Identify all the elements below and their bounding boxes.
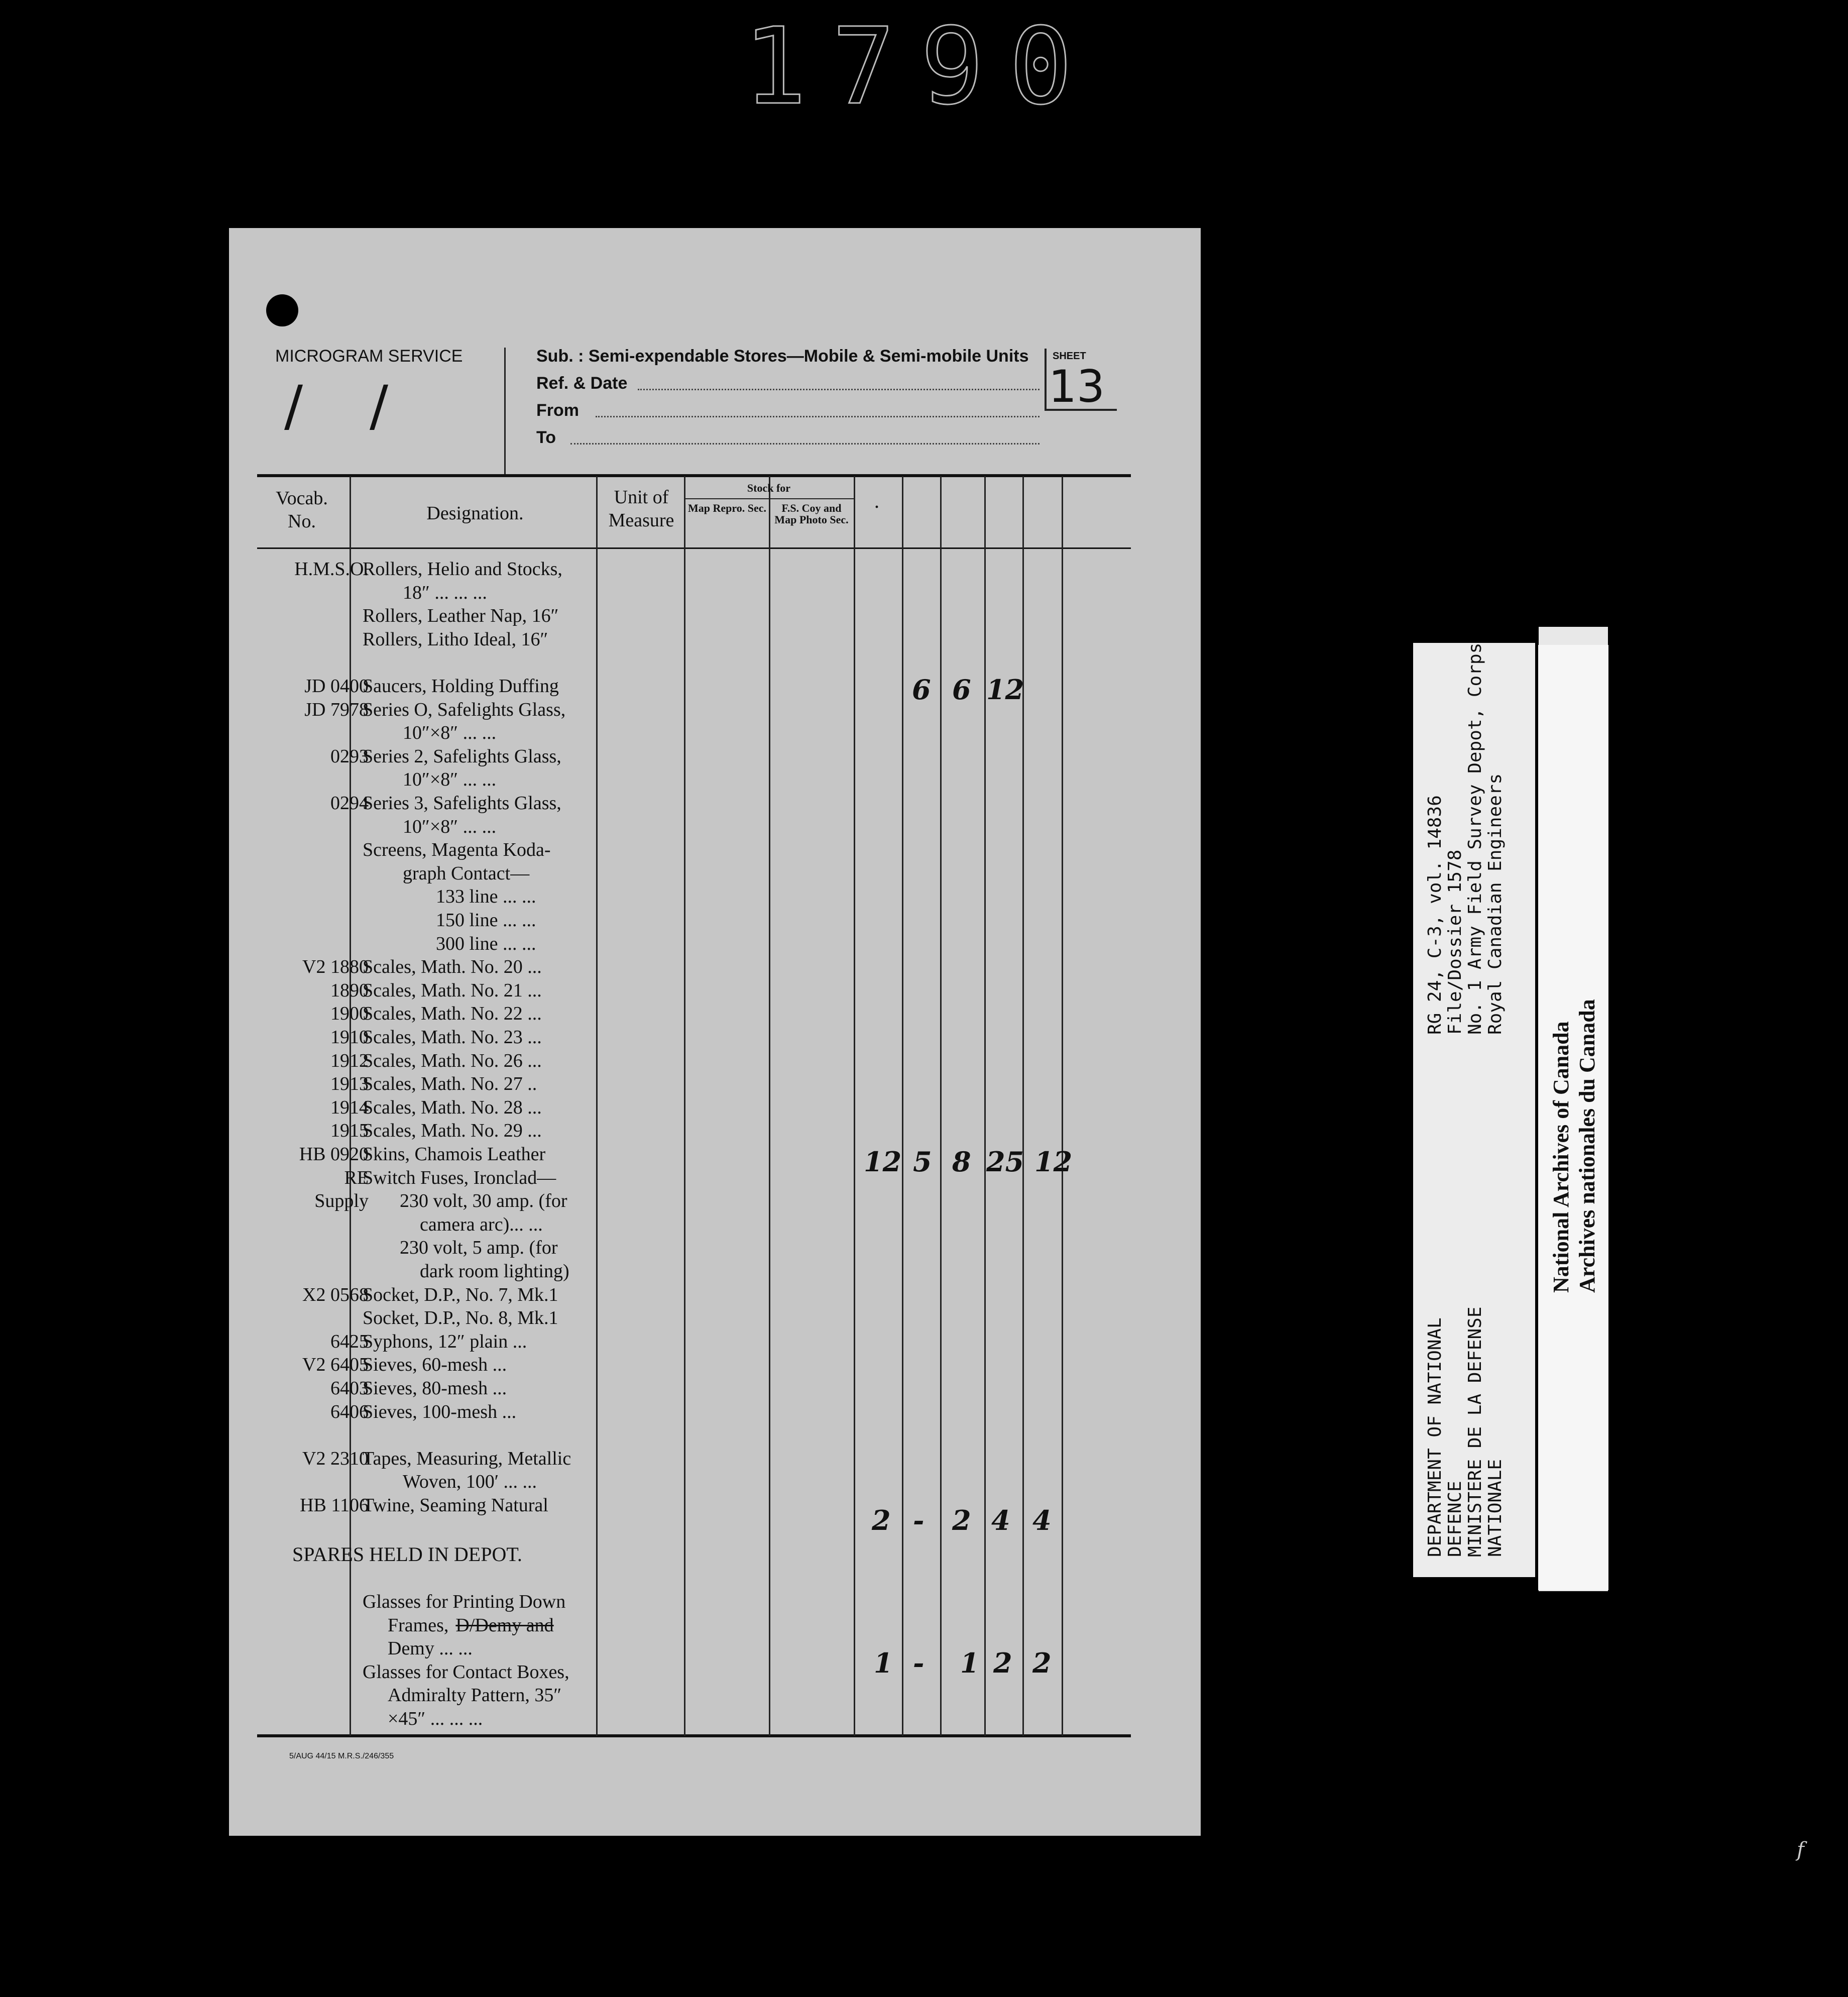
handwritten-qty: 5 xyxy=(913,1146,932,1178)
table-row xyxy=(229,792,1201,815)
table-row xyxy=(229,1330,1201,1353)
stray-mark: f xyxy=(1797,1838,1804,1861)
table-row xyxy=(229,1213,1201,1236)
spares-row xyxy=(229,1637,1201,1660)
designation: Socket, D.P., No. 8, Mk.1 xyxy=(363,1307,558,1329)
table-row xyxy=(229,932,1201,955)
table-row xyxy=(229,909,1201,932)
vocab-number: 0293 xyxy=(330,745,369,767)
handwritten-qty: 1 xyxy=(874,1647,893,1679)
header-unit: Unit of Measure xyxy=(608,487,674,531)
designation-text: Frames, xyxy=(388,1614,449,1636)
spares-row xyxy=(229,1660,1201,1684)
header-stock-for: Stock for xyxy=(747,482,791,494)
table-row xyxy=(229,1119,1201,1142)
microgram-service-label: MICROGRAM SERVICE xyxy=(275,347,463,366)
designation: 10″×8″ ... ... xyxy=(403,722,497,744)
handwritten-qty: - xyxy=(913,1504,925,1536)
designation: Series 2, Safelights Glass, xyxy=(363,745,561,767)
table-row xyxy=(229,885,1201,908)
table-row xyxy=(229,628,1201,651)
handwritten-qty: 1 xyxy=(960,1647,979,1679)
table-row xyxy=(229,721,1201,744)
designation: 300 line ... ... xyxy=(436,933,536,954)
archive-label-line: MINISTERE DE LA DEFENSE xyxy=(1465,1306,1485,1557)
designation: 150 line ... ... xyxy=(436,910,536,931)
designation xyxy=(388,1707,483,1730)
service-mark: / xyxy=(370,374,389,438)
archive-reference-label xyxy=(1413,643,1535,1577)
spares-row xyxy=(229,1590,1201,1613)
sheet-number: 13 xyxy=(1049,361,1105,412)
vocab-number: HB 1106 xyxy=(300,1495,369,1516)
form-footer-code: 5/AUG 44/15 M.R.S./246/355 xyxy=(289,1752,394,1760)
table-row xyxy=(229,1260,1201,1283)
designation-text: ×45″ ... ... ... xyxy=(388,1708,483,1729)
service-mark: / xyxy=(284,374,303,438)
vocab-number: V2 6405 xyxy=(302,1354,369,1376)
archives-names xyxy=(1548,999,1600,1293)
archive-label-line: RG 24, C-3, vol. 14836 xyxy=(1425,795,1445,1035)
vocab-number: 1914 xyxy=(330,1096,369,1118)
handwritten-qty: 25 xyxy=(986,1146,1024,1178)
handwritten-qty: 8 xyxy=(952,1146,971,1178)
table-row xyxy=(229,675,1201,698)
designation: Scales, Math. No. 26 ... xyxy=(363,1050,542,1071)
archive-label-line: No. 1 Army Field Survey Depot, Corps xyxy=(1465,642,1485,1035)
table-row xyxy=(229,1236,1201,1259)
subject-line: Sub. : Semi-expendable Stores—Mobile & Semi-mobile Units xyxy=(536,347,1029,366)
designation: Tapes, Measuring, Metallic xyxy=(363,1448,571,1469)
table-row xyxy=(229,604,1201,627)
designation xyxy=(363,1590,565,1613)
vocab-number: 6425 xyxy=(330,1330,369,1352)
vocab-number: HB 0920 xyxy=(299,1144,369,1165)
designation: 133 line ... ... xyxy=(436,886,536,908)
table-row xyxy=(229,1494,1201,1517)
table-row xyxy=(229,1400,1201,1423)
vocab-number: Supply xyxy=(314,1190,369,1212)
designation: Sieves, 80-mesh ... xyxy=(363,1378,507,1399)
vocab-number: 6406 xyxy=(330,1401,369,1422)
designation: Switch Fuses, Ironclad— xyxy=(363,1167,556,1188)
table-row xyxy=(229,1306,1201,1329)
designation xyxy=(363,1660,569,1684)
handwritten-qty: 2 xyxy=(1032,1647,1052,1679)
vocab-number: 1900 xyxy=(330,1003,369,1025)
header-designation: Designation. xyxy=(426,503,524,524)
to-field xyxy=(570,443,1040,445)
archive-label-line: NATIONALE xyxy=(1485,1459,1506,1557)
form-sheet xyxy=(229,228,1201,1836)
handwritten-qty: 12 xyxy=(1034,1146,1073,1178)
archives-strip xyxy=(1538,645,1608,1590)
from-field xyxy=(596,416,1040,417)
from-label: From xyxy=(536,401,579,420)
table-row xyxy=(229,745,1201,768)
designation: Rollers, Litho Ideal, 16″ xyxy=(363,628,548,650)
vocab-number: RE xyxy=(344,1167,369,1188)
vocab-number: JD 0400 xyxy=(304,676,369,697)
table-row xyxy=(229,1072,1201,1095)
designation: Scales, Math. No. 29 ... xyxy=(363,1120,542,1142)
table-row xyxy=(229,815,1201,838)
header-map-repro: Map Repro. Sec. xyxy=(687,502,767,514)
handwritten-qty: - xyxy=(913,1647,925,1679)
table-row xyxy=(229,1423,1201,1447)
designation: Scales, Math. No. 23 ... xyxy=(363,1027,542,1048)
header-divider xyxy=(504,348,506,476)
vocab-number: 1910 xyxy=(330,1027,369,1048)
table-row xyxy=(229,768,1201,791)
designation: Scales, Math. No. 21 ... xyxy=(363,979,542,1001)
designation: 10″×8″ ... ... xyxy=(403,769,497,791)
designation-text: Glasses for Printing Down xyxy=(363,1591,566,1612)
vocab-number: 1890 xyxy=(330,979,369,1001)
designation: Series O, Safelights Glass, xyxy=(363,699,566,720)
archive-label-line: Royal Canadian Engineers xyxy=(1485,773,1506,1035)
spares-row xyxy=(229,1614,1201,1637)
handwritten-qty: 2 xyxy=(993,1647,1012,1679)
designation xyxy=(388,1684,561,1707)
to-label: To xyxy=(536,428,556,447)
designation: Skins, Chamois Leather xyxy=(363,1144,546,1165)
table-row xyxy=(229,558,1201,581)
vocab-number: 1912 xyxy=(330,1050,369,1071)
table-row xyxy=(229,1002,1201,1025)
archive-label-right-lines xyxy=(1425,643,1506,1035)
designation: Rollers, Leather Nap, 16″ xyxy=(363,605,559,627)
designation: 18″ ... ... ... xyxy=(403,582,487,603)
vocab-number: 1913 xyxy=(330,1073,369,1095)
designation: 230 volt, 5 amp. (for xyxy=(400,1237,558,1259)
vocab-number: H.M.S.O. xyxy=(294,559,369,580)
handwritten-qty: 4 xyxy=(1032,1504,1052,1536)
designation xyxy=(388,1614,554,1637)
table-row xyxy=(229,1470,1201,1493)
spares-row xyxy=(229,1707,1201,1730)
vocab-number: V2 1880 xyxy=(302,956,369,978)
handwritten-qty: 6 xyxy=(952,674,971,706)
header-extra-mark: · xyxy=(874,499,879,515)
designation: Scales, Math. No. 27 .. xyxy=(363,1073,537,1095)
spares-row xyxy=(229,1684,1201,1707)
designation: Woven, 100′ ... ... xyxy=(403,1471,537,1493)
table-row xyxy=(229,1353,1201,1376)
handwritten-qty: 2 xyxy=(952,1504,971,1536)
designation: Scales, Math. No. 28 ... xyxy=(363,1096,542,1118)
table-row xyxy=(229,1096,1201,1119)
designation: Socket, D.P., No. 7, Mk.1 xyxy=(363,1284,558,1305)
designation: Rollers, Helio and Stocks, xyxy=(363,559,562,580)
table-row xyxy=(229,1026,1201,1049)
table-row xyxy=(229,1049,1201,1072)
sheet-label: SHEET xyxy=(1053,351,1086,362)
designation: Syphons, 12″ plain ... xyxy=(363,1330,527,1352)
vocab-number: 6403 xyxy=(330,1378,369,1399)
spares-heading: SPARES HELD IN DEPOT. xyxy=(292,1543,522,1566)
vocab-number: X2 0568 xyxy=(302,1284,369,1305)
designation: Sieves, 100-mesh ... xyxy=(363,1401,517,1422)
archive-label-line: DEPARTMENT OF NATIONAL xyxy=(1425,1317,1445,1557)
designation: 230 volt, 30 amp. (for xyxy=(400,1190,567,1212)
struck-text: D/Demy and xyxy=(455,1614,554,1636)
designation-text: Admiralty Pattern, 35″ xyxy=(388,1685,562,1706)
table-row xyxy=(229,1189,1201,1212)
designation: Series 3, Safelights Glass, xyxy=(363,793,561,814)
designation: graph Contact— xyxy=(403,862,530,884)
vocab-number: V2 2310 xyxy=(302,1448,369,1469)
header-vocab: Vocab. No. xyxy=(276,488,328,532)
header-fs-coy: F.S. Coy and Map Photo Sec. xyxy=(774,502,849,526)
table-bottom-rule xyxy=(257,1734,1131,1737)
designation: 10″×8″ ... ... xyxy=(403,816,497,837)
designation: Sieves, 60-mesh ... xyxy=(363,1354,507,1376)
reel-number: 1790 xyxy=(743,5,1098,128)
designation: camera arc)... ... xyxy=(420,1213,543,1235)
vocab-number: 1915 xyxy=(330,1120,369,1142)
archives-name-en: National Archives of Canada xyxy=(1549,1021,1573,1293)
vocab-number: 0294 xyxy=(330,793,369,814)
table-top-rule xyxy=(257,474,1131,477)
header-bottom-rule xyxy=(257,547,1131,549)
table-row xyxy=(229,1283,1201,1306)
table-row xyxy=(229,979,1201,1002)
table-row xyxy=(229,1447,1201,1470)
archive-label-line: File/Dossier 1578 xyxy=(1445,849,1465,1035)
ref-date-label: Ref. & Date xyxy=(536,374,628,393)
archive-label-line: DEFENCE xyxy=(1445,1481,1465,1557)
handwritten-qty: 6 xyxy=(912,674,931,706)
designation: Twine, Seaming Natural xyxy=(363,1495,548,1516)
designation: dark room lighting) xyxy=(420,1261,569,1282)
handwritten-qty: 12 xyxy=(986,674,1024,706)
table-row xyxy=(229,838,1201,861)
table-row xyxy=(229,862,1201,885)
designation xyxy=(388,1637,473,1660)
ref-date-field xyxy=(638,389,1040,390)
handwritten-qty: 4 xyxy=(991,1504,1010,1536)
table-row xyxy=(229,581,1201,604)
designation: Scales, Math. No. 22 ... xyxy=(363,1003,542,1025)
handwritten-qty: 12 xyxy=(864,1146,902,1178)
archives-name-fr: Archives nationales du Canada xyxy=(1575,999,1599,1293)
handwritten-qty: 2 xyxy=(872,1504,891,1536)
designation-text: Demy ... ... xyxy=(388,1638,473,1659)
punch-hole xyxy=(266,294,298,326)
table-row xyxy=(229,698,1201,721)
archive-label-left-lines xyxy=(1425,1307,1506,1558)
table-row xyxy=(229,955,1201,978)
designation: Scales, Math. No. 20 ... xyxy=(363,956,542,978)
stock-for-underline xyxy=(684,498,854,499)
table-row xyxy=(229,1377,1201,1400)
vocab-number: JD 7978 xyxy=(304,699,369,720)
designation: Screens, Magenta Koda- xyxy=(363,839,551,861)
designation: Saucers, Holding Duffing xyxy=(363,676,559,697)
table-row xyxy=(229,651,1201,674)
designation-text: Glasses for Contact Boxes, xyxy=(363,1661,569,1683)
